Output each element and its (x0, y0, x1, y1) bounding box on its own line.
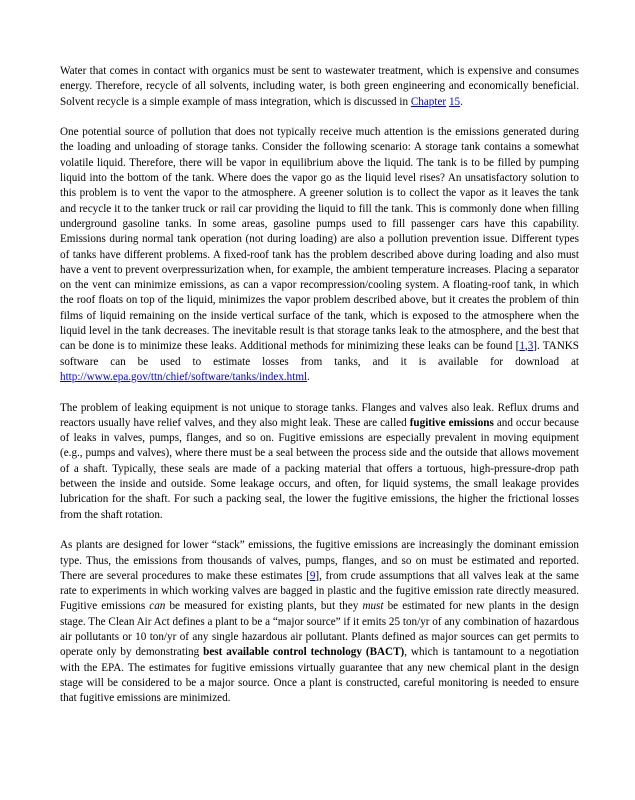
reference-separator: , (524, 340, 528, 353)
epa-tanks-url-link[interactable]: http://www.epa.gov/ttn/chief/software/tanks/index.html (60, 370, 308, 383)
bold-term-bact: best available control technology (BACT) (203, 646, 405, 659)
paragraph-text: One potential source of pollution that does not typically receive much attention is the emissions generated during the loading and unloading of storage tanks. Consider the following scenario: A storage tank contains a somewhat volatile liquid. Therefore, there will be vapor in equilibrium above the liquid. The tank is to be filled by pumping liquid into the bottom of the tank. Where does the vapor go as the liquid level rises? An unsatisfactory solution to this problem is to vent the vapor to the atmosphere. A greener solution is to collect the vapor as it leaves the tank and recycle it to the tanker truck or rail car providing the liquid to fill the tank. This is commonly done when filling underground gasoline tanks. In some areas, gasoline pumps used to fill passenger cars have this capability. Emissions during normal tank operation (not during loading) are also a pollution prevention issue. Different types of tanks have different problems. A fixed-roof tank has the problem described above during loading and also must have a vent to prevent overpressurization when, for example, the ambient temperature increases. Placing a separator on the vent can minimize emissions, as can a vapor recompression/cooling system. A floating-roof tank, in which the roof floats on top of the liquid, minimizes the vapor problem described above, but it creates the problem of thin films of liquid remaining on the inside vertical surface of the tank, which is exposed to the atmosphere when the liquid level in the tank decreases. The inevitable result is that storage tanks leak to the atmosphere, and the best that can be done is to minimize these leaks. Additional methods for minimizing these leaks can be found [ (60, 126, 579, 353)
paragraph-text: be measured for existing plants, but they (165, 600, 363, 613)
paragraph-storage-tanks (60, 125, 579, 385)
paragraph-leaking-equipment (60, 401, 579, 523)
paragraph-text: be estimated for new plants in the design stage. The Clean Air Act defines a plant to be a “major source” if it emits 25 ton/yr of any combination of hazardous air pollutants or 10 ton/yr of any single hazardous air pollutant. Plants defined as major sources can get permits to operate only by demonstrating (60, 600, 579, 659)
paragraph-text: As plants are designed for lower “stack” emissions, the fugitive emissions are increasingly the dominant emission type. Thus, the emissions from thousands of valves, pumps, flanges, and so on must be estimated and reported. There are several procedures to make these estimates [ (60, 539, 579, 582)
paragraph-text: , which is tantamount to a negotiation with the EPA. The estimates for fugitive emissions virtually guarantee that any new chemical plant in the design stage will be considered to be a major source. Once a plant is constructed, careful monitoring is needed to ensure that fugitive emissions are minimized. (60, 646, 579, 705)
italic-can: can (149, 600, 166, 613)
paragraph-text: Water that comes in contact with organics must be sent to wastewater treatment, which is expensive and consumes energy. Therefore, recycle of all solvents, including water, is both green engineering and economically beneficial. Solvent recycle is a simple example of mass integration, which is discussed in (60, 65, 579, 108)
paragraph-text: . (460, 95, 463, 108)
paragraph-text: and occur because of leaks in valves, pumps, flanges, and so on. Fugitive emissions are especially prevalent in moving equipment (e.g., pumps and valves), where there must be a seal between the process side and the outside that allows movement of a shaft. Typically, these seals are made of a packing material that offers a tortuous, high-pressure-drop path between the inside and outside. Some leakage occurs, and often, for liquid systems, the small leakage provides lubrication for the shaft. For such a packing seal, the lower the fugitive emissions, the higher the frictional losses from the shaft rotation. (60, 416, 579, 521)
paragraph-text: ]. TANKS software can be used to estimate losses from tanks, and it is available for download at (60, 340, 579, 368)
bold-term-fugitive-emissions: fugitive emissions (409, 416, 494, 429)
reference-1-link[interactable]: 1 (519, 340, 525, 353)
chapter-15-link[interactable]: 15 (448, 95, 461, 108)
italic-must: must (362, 600, 384, 613)
paragraph-text: . (307, 370, 310, 383)
chapter-link[interactable]: Chapter (410, 95, 447, 108)
reference-3-link[interactable]: 3 (527, 340, 534, 353)
paragraph-text: ], from crude assumptions that all valves leak at the same rate to experiments in which working valves are bagged in plastic and the fugitive emission rate directly measured. Fugitive emissions (60, 569, 580, 613)
paragraph-text: The problem of leaking equipment is not unique to storage tanks. Flanges and valves also leak. Reflux drums and reactors usually have relief valves, and they also might leak. These are called (60, 401, 579, 429)
paragraph-solvent-recycle (60, 64, 579, 110)
reference-9-link[interactable]: 9 (309, 569, 316, 582)
paragraph-fugitive-emissions (60, 538, 579, 706)
